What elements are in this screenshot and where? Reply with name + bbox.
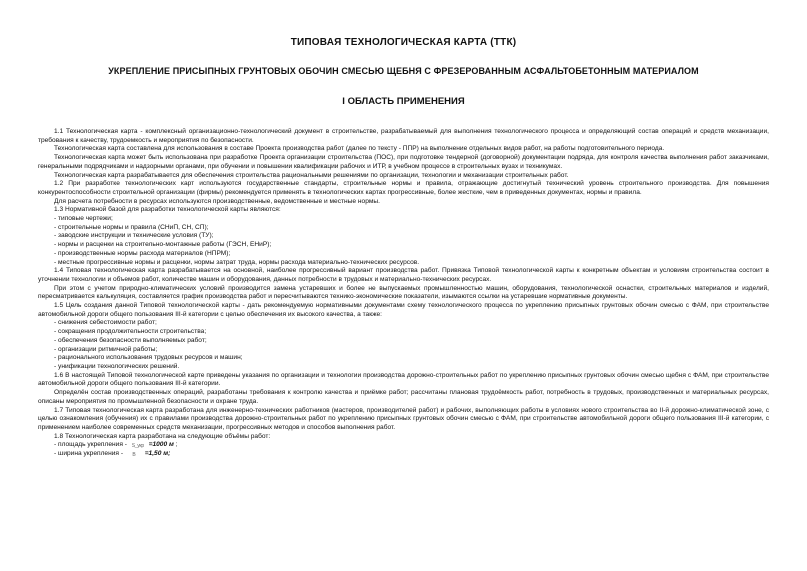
paragraph: 1.8 Технологическая карта разработана на следующие объёмы работ:	[54, 432, 271, 440]
volume-area-value: =1000 м	[148, 441, 174, 449]
paragraph: Для расчета потребности в ресурсах используются производственные, ведомственные и местные нормы.	[54, 197, 380, 205]
list-item: - производственные нормы расхода материалов (НПРМ);	[54, 249, 231, 257]
paragraph: Технологическая карта разрабатывается для обеспечения строительства рациональными решениями по организации, технологии и механизации строительных работ.	[54, 171, 569, 179]
list-item: - строительные нормы и правила (СНиП, СН, СП);	[54, 223, 209, 231]
list-item: - унификации технологических решений.	[54, 362, 180, 370]
list-item: - местные прогрессивные нормы и расценки, нормы затрат труда, нормы расхода материально-технических ресурсов.	[54, 258, 420, 266]
paragraph: 1.4 Типовая технологическая карта разрабатывается на основной, наиболее прогрессивный вариант производства работ. Привязка Типовой технологической карты к конкретным объектам и условиям строительства состоит в уточнении технологии и объемов работ, количестве машин и оборудования, данных потребности в трудовых и материально-технических ресурсах.	[38, 267, 769, 283]
volume-width-line	[38, 450, 769, 459]
volume-area-line	[38, 441, 769, 450]
paragraph: 1.1 Технологическая карта - комплексный организационно-технологический документ в строительстве, разрабатываемый для выполнения технологического процесса и определяющий состав операций и средств механизации, требования к качеству, трудоемкость и мероприятия по безопасности.	[38, 128, 769, 144]
section-heading: I ОБЛАСТЬ ПРИМЕНЕНИЯ	[342, 96, 465, 107]
volume-width-value: =1,50 м;	[144, 450, 171, 458]
paragraph: Определён состав производственных операций, разработаны требования к контролю качества и приёмке работ; рассчитаны плановая трудоёмкость работ, потребность в трудовых, производственных и материальных ресурсах, описаны мероприятия по промышленной безопасности и охране труда.	[38, 389, 769, 405]
width-formula-image: B	[132, 452, 136, 459]
list-item: - нормы и расценки на строительно-монтажные работы (ГЭСН, ЕНиР);	[54, 241, 272, 249]
paragraph: При этом с учетом природно-климатических условий производится замена устаревших и более не выпускаемых промышленностью машин, оборудования, технологической оснастки, строительных материалов и изделий, пересматривается калькуляция, составляется график производства работ и пересчитываются технико-экономические показатели, изымаются ссылки на устаревшие нормативные документы.	[38, 284, 769, 301]
area-formula-image: S_укр	[131, 443, 144, 450]
document-body	[38, 128, 769, 459]
paragraph: 1.2 При разработке технологических карт используются государственные стандарты, строительные нормы и правила, отражающие достигнутый технический уровень строительного производства. Для повышения конкурентоспособности строительной организации (фирмы) рекомендуется применять в технологических картах прогрессивные, более жесткие, чем в приведенных документах, нормы и правила.	[38, 180, 769, 196]
document-title: ТИПОВАЯ ТЕХНОЛОГИЧЕСКАЯ КАРТА (ТТК)	[290, 37, 517, 48]
document-subtitle: УКРЕПЛЕНИЕ ПРИСЫПНЫХ ГРУНТОВЫХ ОБОЧИН СМЕСЬЮ ЩЕБНЯ С ФРЕЗЕРОВАННЫМ АСФАЛЬТОБЕТОННЫМ МАТЕРИАЛОМ	[108, 66, 699, 76]
list-item: - рационального использования трудовых ресурсов и машин;	[54, 354, 243, 362]
volume-area-label: - площадь укрепления -	[54, 441, 127, 449]
list-item: - заводские инструкции и технические условия (ТУ);	[54, 232, 214, 240]
list-item: - обеспечения безопасности выполняемых работ;	[54, 336, 207, 344]
list-item: - сокращения продолжительности строительства;	[54, 328, 207, 336]
paragraph: 1.7 Типовая технологическая карта разработана для инженерно-технических работников (мастеров, производителей работ) и рабочих, выполняющих работы в условиях нового строительства во II-й дорожно-климатической зоне, с целью ознакомления (обучения) их с правилами производства дорожно-строительных работ по укреплению присыпных грунтовых обочин смесью с ФАМ, при строительстве автомобильной дороги общего пользования III-й категории, с применением наиболее современных средств механизации, прогрессивных методов и способов выполнения работ.	[38, 406, 769, 431]
paragraph: Технологическая карта составлена для использования в составе Проекта производства работ (далее по тексту - ППР) на выполнение отдельных видов работ, на работы подготовительного периода.	[54, 145, 665, 153]
paragraph: 1.3 Нормативной базой для разработки технологической карты являются:	[54, 206, 281, 214]
paragraph: Технологическая карта может быть использована при разработке Проекта организации строительства (ПОС), при подготовке тендерной (договорной) документации подряда, для контроля качества выполнения работ заказчиками, генеральными подрядчиками и надзорными органами, при обучении и повышении квалификации рабочих и ИТР, в учебном процессе в строительных вузах и техникумах.	[38, 154, 769, 170]
volume-area-suffix: ;	[175, 441, 178, 449]
list-item: - снижения себестоимости работ;	[54, 319, 157, 327]
list-item: - организации ритмичной работы;	[54, 345, 158, 353]
paragraph: 1.5 Цель создания данной Типовой технологической карты - дать рекомендуемую нормативными документами схему технологического процесса по укреплению присыпных грунтовых обочин смесью с ФАМ, при строительстве автомобильной дороги общего пользования III-й категории с целью обеспечения их высокого качества, а также:	[38, 302, 769, 318]
volume-width-label: - ширина укрепления -	[54, 450, 124, 458]
list-item: - типовые чертежи;	[54, 215, 113, 223]
paragraph: 1.6 В настоящей Типовой технологической карте приведены указания по организации и технологии производства дорожно-строительных работ по укреплению присыпных грунтовых обочин смесью щебня с ФАМ, при строительстве автомобильной дороги общего пользования III-й категории.	[38, 371, 769, 388]
